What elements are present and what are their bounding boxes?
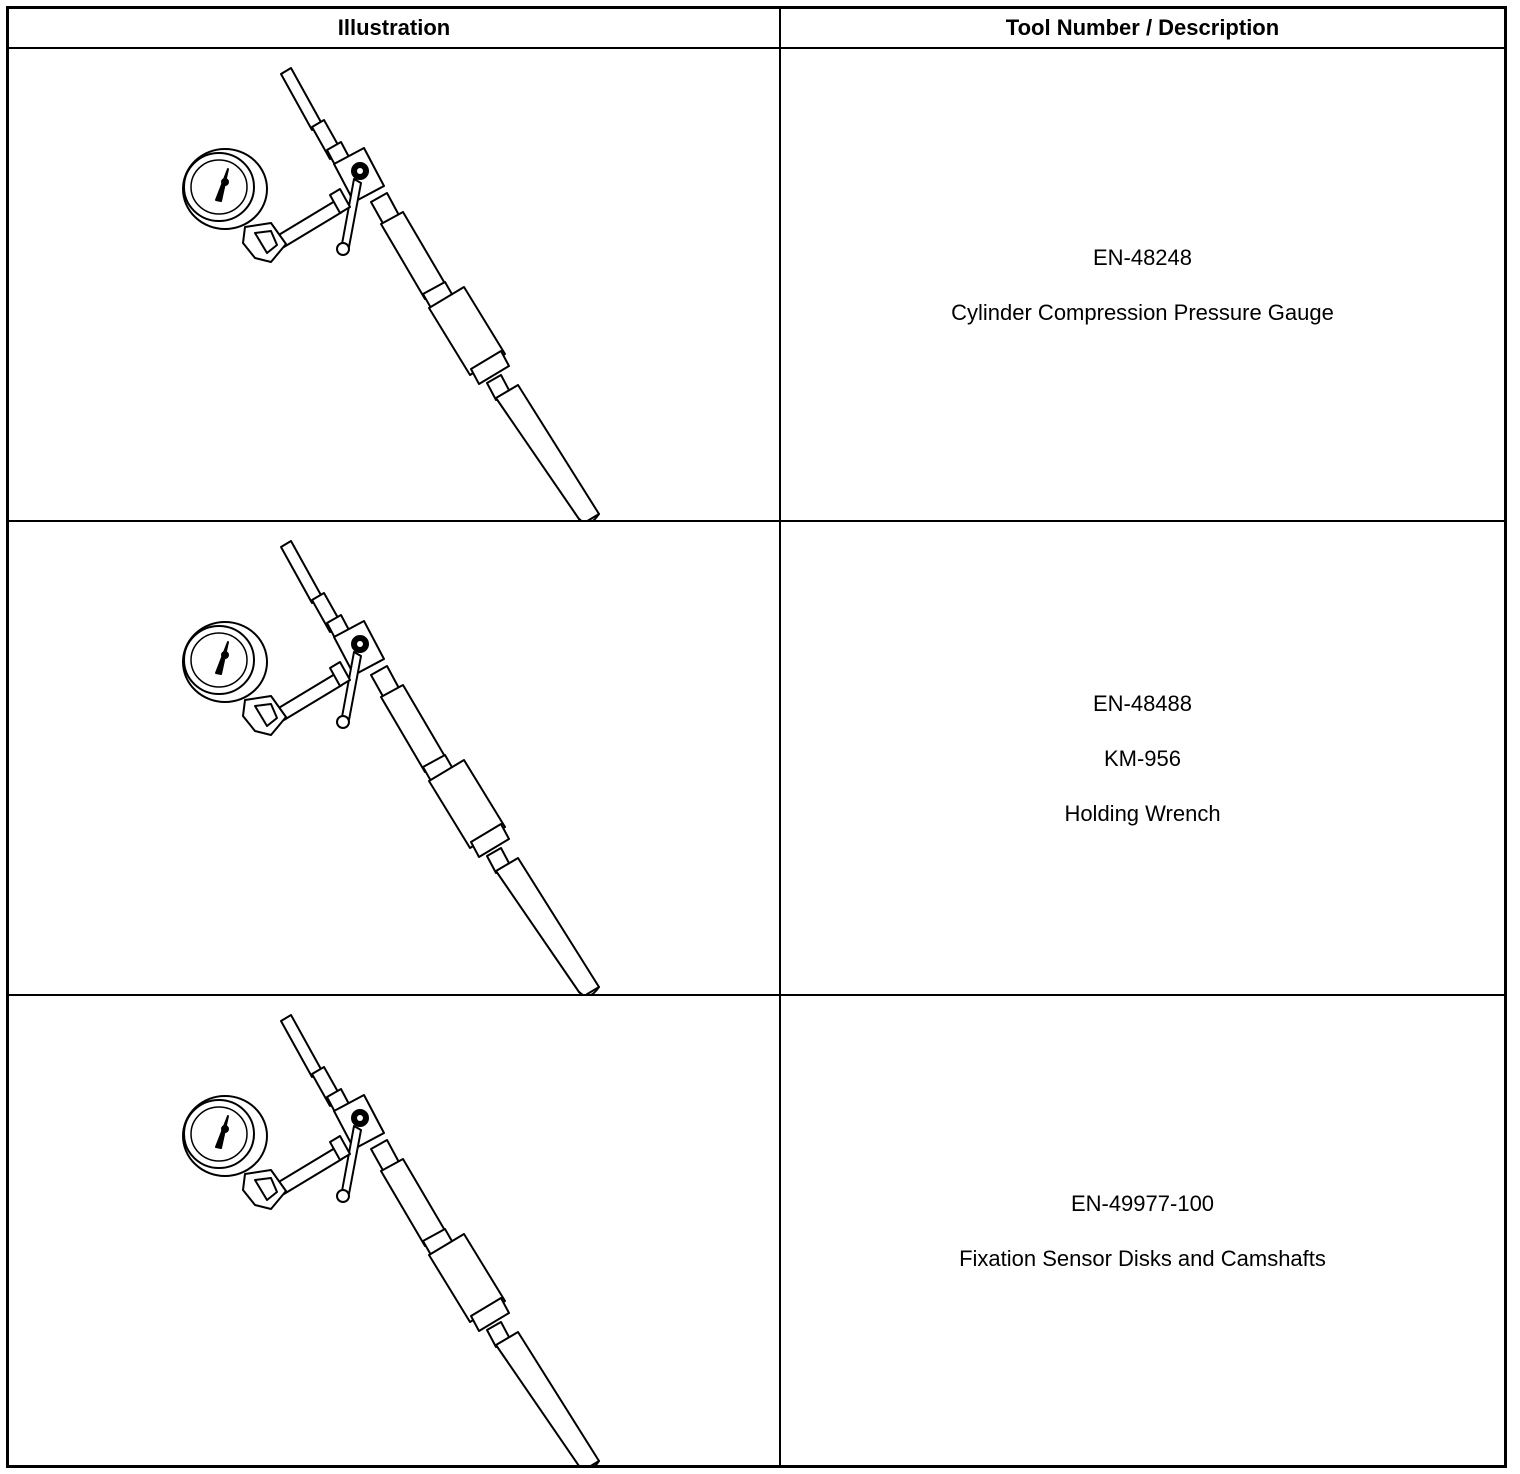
illustration-cell — [9, 49, 779, 520]
tool-description-cell — [781, 49, 1504, 520]
illustration-cell — [9, 522, 779, 994]
tool-number: EN-48488 — [1092, 690, 1193, 716]
compression-gauge-illustration — [9, 522, 779, 994]
table-row — [9, 522, 1504, 996]
table-row — [9, 996, 1504, 1465]
tool-column-header: Tool Number / Description — [1005, 15, 1280, 40]
tool-description: Holding Wrench — [1064, 800, 1221, 826]
tool-description-cell — [781, 996, 1504, 1465]
tool-table — [6, 6, 1507, 1468]
compression-gauge-illustration — [9, 996, 779, 1465]
tool-description-cell — [781, 522, 1504, 994]
tool-number: EN-48248 — [1092, 244, 1193, 270]
tool-alt-number: KM-956 — [1103, 745, 1182, 771]
table-row — [9, 49, 1504, 522]
compression-gauge-illustration — [9, 49, 779, 520]
illustration-cell — [9, 996, 779, 1465]
tool-number: EN-49977-100 — [1070, 1190, 1215, 1216]
tool-description: Fixation Sensor Disks and Camshafts — [959, 1245, 1326, 1271]
table-header-row — [9, 9, 1504, 49]
illustration-column-header: Illustration — [337, 15, 451, 40]
tool-description: Cylinder Compression Pressure Gauge — [951, 299, 1334, 325]
